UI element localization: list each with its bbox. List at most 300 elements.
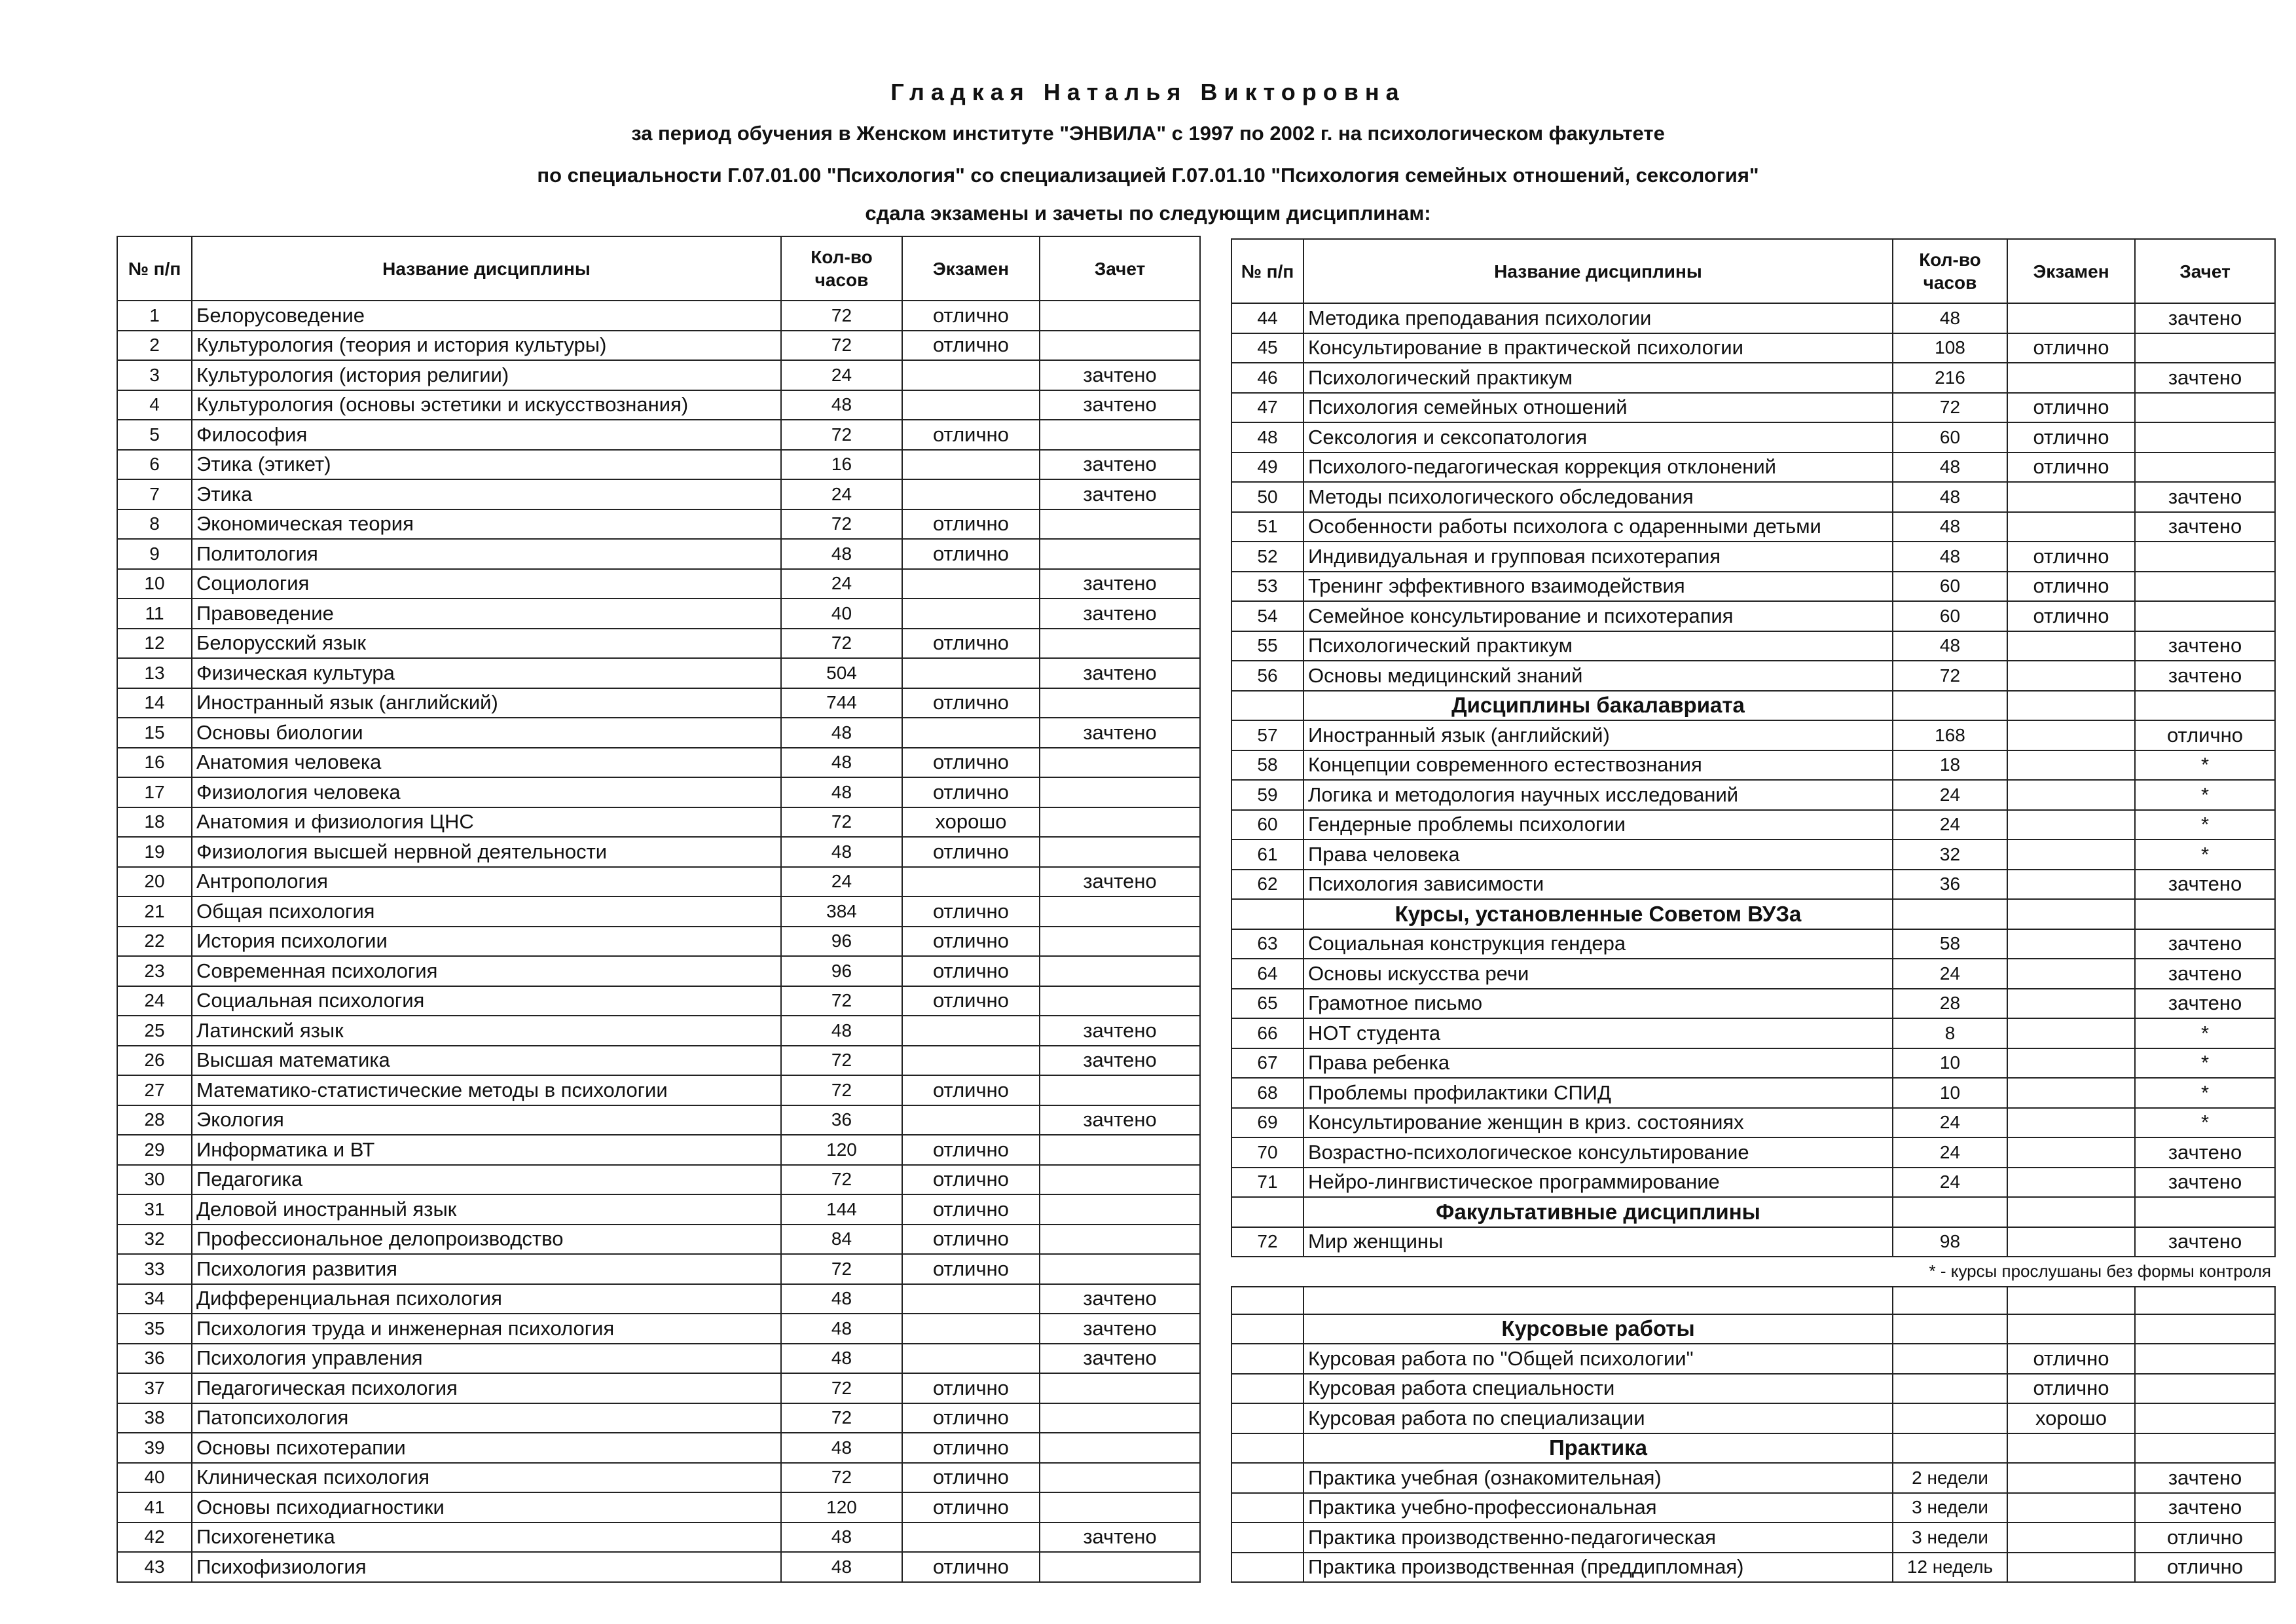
discipline-name: Педагогика [192, 1165, 781, 1195]
section-empty-cell [2135, 1197, 2275, 1227]
row-number [1231, 1403, 1303, 1433]
hours-cell: 28 [1893, 989, 2007, 1019]
credit-grade: зачтено [1040, 718, 1200, 748]
row-number: 60 [1231, 810, 1303, 840]
hours-cell: 60 [1893, 572, 2007, 602]
row-number: 63 [1231, 929, 1303, 959]
credit-grade [2135, 333, 2275, 363]
exam-grade [902, 479, 1040, 509]
credit-grade: зачтено [1040, 479, 1200, 509]
table-row [117, 658, 1200, 688]
exam-grade: отлично [902, 1403, 1040, 1433]
section-title: Курсы, установленные Советом ВУЗа [1303, 899, 1893, 929]
hours-cell: 48 [1893, 303, 2007, 333]
hours-cell: 72 [781, 509, 902, 540]
discipline-name: Иностранный язык (английский) [1303, 720, 1893, 750]
credit-grade: зачтено [1040, 1344, 1200, 1374]
footnote-row [1231, 1257, 2275, 1287]
section-empty-cell [1893, 691, 2007, 721]
hours-cell: 40 [781, 599, 902, 629]
row-number: 12 [117, 629, 192, 659]
hours-cell: 48 [781, 1314, 902, 1344]
discipline-name: Грамотное письмо [1303, 989, 1893, 1019]
credit-grade [1040, 1254, 1200, 1284]
table-row [1231, 1048, 2275, 1079]
table-row [117, 420, 1200, 450]
grades-table-left [117, 236, 1201, 1583]
hours-cell: 98 [1893, 1227, 2007, 1257]
table-row [1231, 333, 2275, 363]
credit-grade: отлично [2135, 1553, 2275, 1583]
discipline-name: Психология зависимости [1303, 870, 1893, 900]
table-row [117, 450, 1200, 480]
row-number: 39 [117, 1433, 192, 1463]
credit-grade: зачтено [1040, 450, 1200, 480]
col-hours-header: Кол-во часов [781, 236, 902, 301]
credit-grade: зачтено [2135, 661, 2275, 691]
hours-cell: 48 [781, 1344, 902, 1374]
discipline-name: Патопсихология [192, 1403, 781, 1433]
section-num-cell [1231, 691, 1303, 721]
table-row [1231, 661, 2275, 691]
hours-cell: 24 [781, 569, 902, 599]
section-header-row [1231, 899, 2275, 929]
hours-cell: 72 [781, 1254, 902, 1284]
exam-grade [902, 1105, 1040, 1135]
hours-cell: 3 недели [1893, 1493, 2007, 1523]
empty-cell [1231, 1287, 1303, 1314]
row-number [1231, 1553, 1303, 1583]
table-row [117, 1254, 1200, 1284]
credit-grade [1040, 301, 1200, 331]
hours-cell: 60 [1893, 601, 2007, 631]
row-number: 9 [117, 539, 192, 569]
table-row [1231, 363, 2275, 393]
discipline-name: Особенности работы психолога с одаренными детьми [1303, 512, 1893, 542]
table-row [1231, 720, 2275, 750]
credit-grade: зачтено [1040, 1522, 1200, 1553]
discipline-name: Социология [192, 569, 781, 599]
table-row [1231, 1403, 2275, 1433]
credit-grade: зачтено [2135, 1168, 2275, 1198]
exam-grade: отлично [902, 956, 1040, 986]
table-row [117, 1373, 1200, 1403]
exams-intro-line: сдала экзамены и зачеты по следующим дисциплинам: [865, 202, 1431, 225]
table-row [1231, 631, 2275, 661]
discipline-name: Курсовая работа специальности [1303, 1374, 1893, 1404]
exam-grade: отлично [902, 896, 1040, 927]
hours-cell: 168 [1893, 720, 2007, 750]
hours-cell: 48 [781, 718, 902, 748]
row-number: 6 [117, 450, 192, 480]
row-number: 2 [117, 331, 192, 361]
row-number: 51 [1231, 512, 1303, 542]
table-row [117, 569, 1200, 599]
section-empty-cell [2007, 899, 2135, 929]
credit-grade: зачтено [2135, 1463, 2275, 1493]
table-row [1231, 1344, 2275, 1374]
exam-grade: отлично [902, 688, 1040, 718]
hours-cell: 96 [781, 956, 902, 986]
exam-grade: отлично [902, 539, 1040, 569]
row-number: 1 [117, 301, 192, 331]
discipline-name: Философия [192, 420, 781, 450]
hours-cell: 60 [1893, 422, 2007, 452]
exam-grade [902, 718, 1040, 748]
discipline-name: Общая психология [192, 896, 781, 927]
row-number: 54 [1231, 601, 1303, 631]
row-number: 10 [117, 569, 192, 599]
exam-grade [2007, 989, 2135, 1019]
row-number: 23 [117, 956, 192, 986]
row-number: 34 [117, 1284, 192, 1314]
credit-grade [1040, 807, 1200, 838]
table-row [117, 1552, 1200, 1582]
discipline-name: Гендерные проблемы психологии [1303, 810, 1893, 840]
grades-table-right [1231, 238, 2276, 1583]
table-row [117, 1046, 1200, 1076]
table-row [117, 390, 1200, 420]
discipline-name: Тренинг эффективного взаимодействия [1303, 572, 1893, 602]
table-row [1231, 1553, 2275, 1583]
section-empty-cell [2007, 1197, 2135, 1227]
discipline-name: Психофизиология [192, 1552, 781, 1582]
discipline-name: Экономическая теория [192, 509, 781, 540]
credit-grade [1040, 1552, 1200, 1582]
hours-cell: 48 [1893, 542, 2007, 572]
col-name-header: Название дисциплины [1303, 239, 1893, 303]
discipline-name: Логика и методология научных исследований [1303, 780, 1893, 810]
exam-grade [2007, 1463, 2135, 1493]
section-header-row [1231, 691, 2275, 721]
discipline-name: Клиническая психология [192, 1463, 781, 1493]
credit-grade: * [2135, 1108, 2275, 1138]
exam-grade: отлично [902, 1254, 1040, 1284]
row-number: 11 [117, 599, 192, 629]
table-row [117, 629, 1200, 659]
discipline-name: Анатомия и физиология ЦНС [192, 807, 781, 838]
discipline-name: Мир женщины [1303, 1227, 1893, 1257]
row-number: 26 [117, 1046, 192, 1076]
table-row [117, 1314, 1200, 1344]
table-row [117, 927, 1200, 957]
exam-grade [902, 867, 1040, 897]
table-row [117, 986, 1200, 1016]
exam-grade: отлично [902, 837, 1040, 867]
credit-grade: зачтено [2135, 1493, 2275, 1523]
table-row [1231, 780, 2275, 810]
hours-cell: 48 [781, 1433, 902, 1463]
exam-grade: отлично [902, 301, 1040, 331]
credit-grade [1040, 1373, 1200, 1403]
discipline-name: Дифференциальная психология [192, 1284, 781, 1314]
table-row [1231, 572, 2275, 602]
col-hours-header: Кол-во часов [1893, 239, 2007, 303]
row-number: 69 [1231, 1108, 1303, 1138]
discipline-name: Физиология высшей нервной деятельности [192, 837, 781, 867]
exam-grade: отлично [902, 1135, 1040, 1165]
exam-grade: отлично [902, 1463, 1040, 1493]
row-number: 7 [117, 479, 192, 509]
hours-cell: 48 [781, 1284, 902, 1314]
exam-grade: хорошо [902, 807, 1040, 838]
section-empty-cell [2135, 1314, 2275, 1344]
credit-grade [1040, 748, 1200, 778]
credit-grade [2135, 1403, 2275, 1433]
hours-cell: 24 [781, 479, 902, 509]
hours-cell: 10 [1893, 1048, 2007, 1079]
discipline-name: Основы психотерапии [192, 1433, 781, 1463]
exam-grade: отлично [2007, 393, 2135, 423]
discipline-name: Латинский язык [192, 1016, 781, 1046]
discipline-name: Антропология [192, 867, 781, 897]
discipline-name: Основы психодиагностики [192, 1492, 781, 1522]
credit-grade [1040, 1492, 1200, 1522]
credit-grade: зачтено [2135, 303, 2275, 333]
discipline-name: Культурология (теория и история культуры) [192, 331, 781, 361]
row-number: 70 [1231, 1137, 1303, 1168]
section-header-row [1231, 1314, 2275, 1344]
section-num-cell [1231, 899, 1303, 929]
exam-grade: отлично [902, 1492, 1040, 1522]
hours-cell: 24 [1893, 1108, 2007, 1138]
discipline-name: Концепции современного естествознания [1303, 750, 1893, 781]
col-exam-header: Экзамен [902, 236, 1040, 301]
discipline-name: Методы психологического обследования [1303, 482, 1893, 512]
exam-grade [2007, 1522, 2135, 1553]
hours-cell: 72 [781, 807, 902, 838]
row-number: 33 [117, 1254, 192, 1284]
row-number: 4 [117, 390, 192, 420]
discipline-name: Психология труда и инженерная психология [192, 1314, 781, 1344]
discipline-name: Основы искусства речи [1303, 959, 1893, 989]
hours-cell: 84 [781, 1225, 902, 1255]
hours-cell: 72 [781, 331, 902, 361]
credit-grade: зачтено [2135, 870, 2275, 900]
row-number [1231, 1493, 1303, 1523]
table-row [117, 688, 1200, 718]
row-number: 25 [117, 1016, 192, 1046]
table-row [117, 807, 1200, 838]
discipline-name: Права человека [1303, 840, 1893, 870]
discipline-name: Методика преподавания психологии [1303, 303, 1893, 333]
exam-grade: отлично [902, 927, 1040, 957]
hours-cell: 12 недель [1893, 1553, 2007, 1583]
empty-cell [2135, 1287, 2275, 1314]
table-row [1231, 1168, 2275, 1198]
table-row [1231, 810, 2275, 840]
row-number: 44 [1231, 303, 1303, 333]
exam-grade: отлично [2007, 542, 2135, 572]
exam-grade [2007, 661, 2135, 691]
exam-grade [2007, 959, 2135, 989]
exam-grade: отлично [902, 1165, 1040, 1195]
row-number: 59 [1231, 780, 1303, 810]
row-number: 14 [117, 688, 192, 718]
exam-grade [2007, 780, 2135, 810]
row-number: 29 [117, 1135, 192, 1165]
row-number: 24 [117, 986, 192, 1016]
col-num-header: № п/п [117, 236, 192, 301]
discipline-name: Высшая математика [192, 1046, 781, 1076]
table-row [117, 1492, 1200, 1522]
row-number: 52 [1231, 542, 1303, 572]
discipline-name: Психолого-педагогическая коррекция отклонений [1303, 452, 1893, 483]
hours-cell: 8 [1893, 1018, 2007, 1048]
table-row [117, 1522, 1200, 1553]
row-number: 61 [1231, 840, 1303, 870]
credit-grade [2135, 542, 2275, 572]
credit-grade: зачтено [2135, 1227, 2275, 1257]
row-number: 42 [117, 1522, 192, 1553]
credit-grade [1040, 1403, 1200, 1433]
exam-grade: отлично [902, 986, 1040, 1016]
credit-grade: * [2135, 840, 2275, 870]
credit-grade [1040, 956, 1200, 986]
exam-grade: отлично [2007, 333, 2135, 363]
hours-cell: 36 [781, 1105, 902, 1135]
exam-grade [2007, 1227, 2135, 1257]
discipline-name: Этика (этикет) [192, 450, 781, 480]
exam-grade: отлично [902, 420, 1040, 450]
table-row [1231, 840, 2275, 870]
exam-grade: отлично [902, 1225, 1040, 1255]
exam-grade [2007, 482, 2135, 512]
discipline-name: Проблемы профилактики СПИД [1303, 1078, 1893, 1108]
discipline-name: Правоведение [192, 599, 781, 629]
row-number: 46 [1231, 363, 1303, 393]
section-title: Факультативные дисциплины [1303, 1197, 1893, 1227]
row-number: 35 [117, 1314, 192, 1344]
credit-grade: * [2135, 750, 2275, 781]
discipline-name: Социальная конструкция гендера [1303, 929, 1893, 959]
row-number: 8 [117, 509, 192, 540]
table-row [117, 1135, 1200, 1165]
hours-cell: 72 [781, 301, 902, 331]
table-row [1231, 452, 2275, 483]
row-number: 49 [1231, 452, 1303, 483]
row-number: 15 [117, 718, 192, 748]
row-number: 5 [117, 420, 192, 450]
credit-grade [1040, 539, 1200, 569]
exam-grade [2007, 929, 2135, 959]
hours-cell: 48 [781, 390, 902, 420]
exam-grade [2007, 1137, 2135, 1168]
hours-cell: 108 [1893, 333, 2007, 363]
row-number: 38 [117, 1403, 192, 1433]
exam-grade [2007, 303, 2135, 333]
table-row [117, 1016, 1200, 1046]
table-row [117, 896, 1200, 927]
hours-cell [1893, 1344, 2007, 1374]
credit-grade: * [2135, 810, 2275, 840]
section-title: Курсовые работы [1303, 1314, 1893, 1344]
table-row [1231, 959, 2275, 989]
discipline-name: Основы биологии [192, 718, 781, 748]
row-number: 41 [117, 1492, 192, 1522]
discipline-name: Психогенетика [192, 1522, 781, 1553]
discipline-name: Анатомия человека [192, 748, 781, 778]
credit-grade: зачтено [1040, 658, 1200, 688]
credit-grade: * [2135, 1018, 2275, 1048]
table-row [1231, 1018, 2275, 1048]
table-row [117, 1105, 1200, 1135]
specialty-line: по специальности Г.07.01.00 "Психология" со специализацией Г.07.01.10 "Психология семейных отношений, сексология" [537, 164, 1759, 187]
student-name: Гладкая Наталья Викторовна [890, 79, 1406, 105]
exam-grade: отлично [902, 1433, 1040, 1463]
credit-grade [2135, 572, 2275, 602]
section-empty-cell [1893, 899, 2007, 929]
exam-grade [902, 599, 1040, 629]
table-header-row [117, 236, 1200, 301]
row-number [1231, 1374, 1303, 1404]
exam-grade: отлично [902, 1194, 1040, 1225]
discipline-name: Экология [192, 1105, 781, 1135]
section-empty-cell [2007, 1433, 2135, 1464]
section-empty-cell [2007, 691, 2135, 721]
credit-grade: * [2135, 1048, 2275, 1079]
section-empty-cell [1893, 1314, 2007, 1344]
row-number: 21 [117, 896, 192, 927]
hours-cell: 24 [1893, 810, 2007, 840]
hours-cell [1893, 1374, 2007, 1404]
row-number: 45 [1231, 333, 1303, 363]
hours-cell: 48 [1893, 452, 2007, 483]
section-empty-cell [2135, 691, 2275, 721]
hours-cell: 48 [781, 1522, 902, 1553]
row-number: 68 [1231, 1078, 1303, 1108]
discipline-name: Современная психология [192, 956, 781, 986]
hours-cell: 36 [1893, 870, 2007, 900]
row-number: 18 [117, 807, 192, 838]
table-row [117, 956, 1200, 986]
discipline-name: Физическая культура [192, 658, 781, 688]
row-number: 48 [1231, 422, 1303, 452]
row-number [1231, 1463, 1303, 1493]
credit-grade: зачтено [1040, 1046, 1200, 1076]
row-number: 57 [1231, 720, 1303, 750]
section-num-cell [1231, 1197, 1303, 1227]
row-number: 65 [1231, 989, 1303, 1019]
exam-grade [2007, 750, 2135, 781]
table-row [1231, 482, 2275, 512]
exam-grade [902, 1016, 1040, 1046]
table-row [1231, 1374, 2275, 1404]
hours-cell: 24 [781, 867, 902, 897]
discipline-name: Индивидуальная и групповая психотерапия [1303, 542, 1893, 572]
hours-cell: 2 недели [1893, 1463, 2007, 1493]
hours-cell: 48 [781, 837, 902, 867]
discipline-name: Математико-статистические методы в психологии [192, 1075, 781, 1105]
table-row [1231, 512, 2275, 542]
table-row [117, 301, 1200, 331]
discipline-name: Права ребенка [1303, 1048, 1893, 1079]
hours-cell: 504 [781, 658, 902, 688]
exam-grade [902, 1344, 1040, 1374]
table-row [117, 1463, 1200, 1493]
exam-grade: отлично [2007, 1374, 2135, 1404]
credit-grade: зачтено [1040, 569, 1200, 599]
hours-cell: 72 [781, 1463, 902, 1493]
discipline-name: Социальная психология [192, 986, 781, 1016]
credit-grade [1040, 629, 1200, 659]
credit-grade [1040, 688, 1200, 718]
table-header-row [1231, 239, 2275, 303]
row-number: 56 [1231, 661, 1303, 691]
row-number: 64 [1231, 959, 1303, 989]
exam-grade [2007, 1553, 2135, 1583]
discipline-name: Белорусоведение [192, 301, 781, 331]
